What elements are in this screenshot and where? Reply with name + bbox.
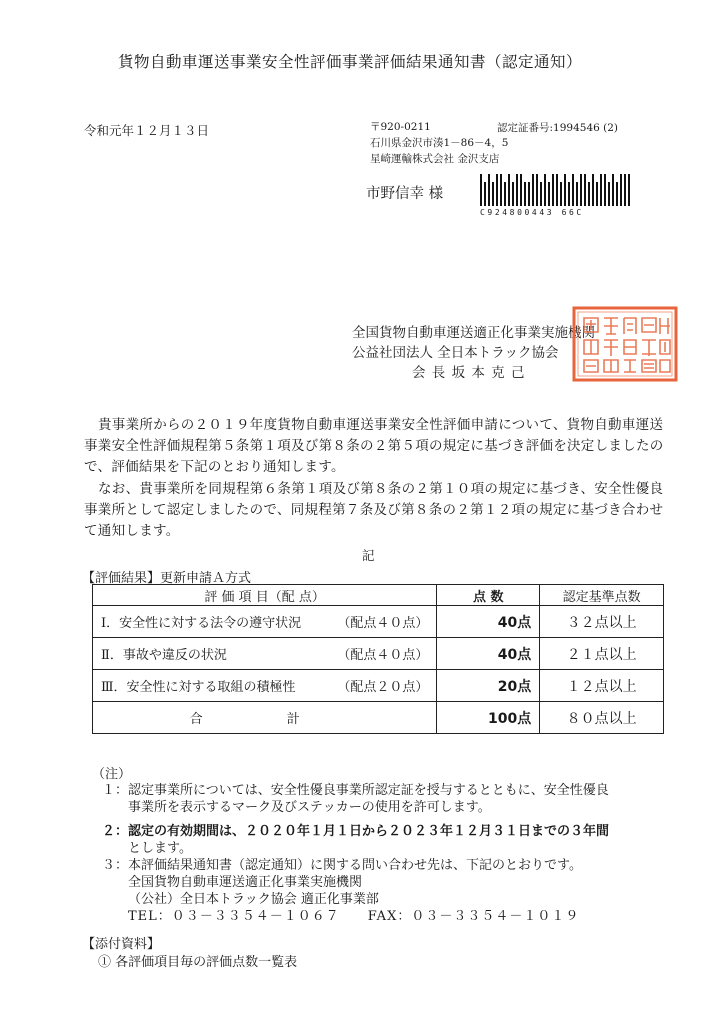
attachment-item: ① 各評価項目毎の評価点数一覧表 [98,955,298,970]
total-score: 100点 [437,702,540,734]
table-row [93,606,664,638]
intro-paragraph: 貴事業所からの２０１９年度貨物自動車運送事業安全性評価申請について、貨物自動車運送事業安全性評価規程第５条第１項及び第８条の２第５項の規定に基づき評価を決定しましたので、評価結果を下記のとおり通知します。 [84,417,664,475]
note-2-line-2: とします。 [128,841,192,856]
item-score: 40点 [437,638,540,670]
official-seal-stamp [572,306,678,382]
item-standard: １２点以上 [540,670,664,702]
total-standard: ８０点以上 [540,702,664,734]
recipient-company: 星崎運輸株式会社 金沢支店 [370,153,500,165]
item-allocation: （配点４０点） [337,648,429,663]
note-3-contact: TEL：０３－３３５４－１０６７ FAX：０３－３３５４－１０１９ [128,909,580,924]
item-allocation: （配点２０点） [337,680,429,695]
document-title: 貨物自動車運送事業安全性評価事業評価結果通知書（認定通知） [118,53,583,71]
recipient-name: 市野信幸 様 [366,186,444,202]
total-label: 合 計 [93,702,437,734]
postal-code: 〒920-0211 [370,121,431,133]
barcode-number: C924800443 66C [480,208,584,217]
item-name: Ⅲ．安全性に対する取組の積極性 [101,680,296,695]
note-3-line-2: 全国貨物自動車運送適正化事業実施機関 [128,875,363,890]
sender-president: 会 長 坂 本 克 己 [412,365,526,381]
item-name: Ⅱ．事故や違反の状況 [101,648,227,663]
attachment-heading: 【添付資料】 [82,937,161,952]
barcode-bars [480,174,630,206]
barcode [480,174,630,220]
item-cell [93,638,437,670]
header-item: 評 価 項 目（配 点） [93,585,437,606]
table-row [93,638,664,670]
note-2 [102,823,609,857]
table-total-row [93,702,664,734]
note-3-line-1: ３：本評価結果通知書（認定通知）に関する問い合わせ先は、下記のとおりです。 [102,858,582,873]
certification-paragraph: なお、貴事業所を同規程第６条第１項及び第８条の２第１０項の規定に基づき、安全性優良事業所として認定しましたので、同規程第７条及び第８条の２第１２項の規定に基づき合わせて通知します。 [84,481,664,539]
note-3-line-3: （公社）全日本トラック協会 適正化事業部 [128,892,379,907]
sender-organization: 全国貨物自動車運送適正化事業実施機関 [352,325,595,341]
item-cell [93,606,437,638]
item-score: 40点 [437,606,540,638]
item-standard: ３２点以上 [540,606,664,638]
note-3 [102,857,582,925]
item-score: 20点 [437,670,540,702]
note-1 [102,782,609,816]
notes-heading: （注） [92,767,132,782]
item-allocation: （配点４０点） [337,616,429,631]
certificate-number: 認定証番号:1994546 (2) [497,122,619,134]
note-1-line-1: １：認定事業所については、安全性優良事業所認定証を授与するとともに、安全性優良 [102,783,609,798]
recipient-address: 石川県金沢市湊1－86－4，5 [370,137,509,149]
note-2-line-1: ２：認定の有効期間は、２０２０年１月１日から２０２３年１２月３１日までの３年間 [102,824,610,839]
note-1-line-2: 事業所を表示するマーク及びステッカーの使用を許可します。 [128,800,491,815]
header-score: 点 数 [437,585,540,606]
issue-date: 令和元年１２月１３日 [84,123,210,138]
notation-mark: 記 [362,548,375,563]
sender-association: 公益社団法人 全日本トラック協会 [352,345,559,361]
table-row [93,670,664,702]
header-standard: 認定基準点数 [540,585,664,606]
item-cell [93,670,437,702]
evaluation-table [92,584,664,734]
evaluation-result-heading: 【評価結果】更新申請Ａ方式 [82,571,252,586]
item-standard: ２１点以上 [540,638,664,670]
table-header-row [93,585,664,606]
item-name: Ⅰ．安全性に対する法令の遵守状況 [101,616,302,631]
